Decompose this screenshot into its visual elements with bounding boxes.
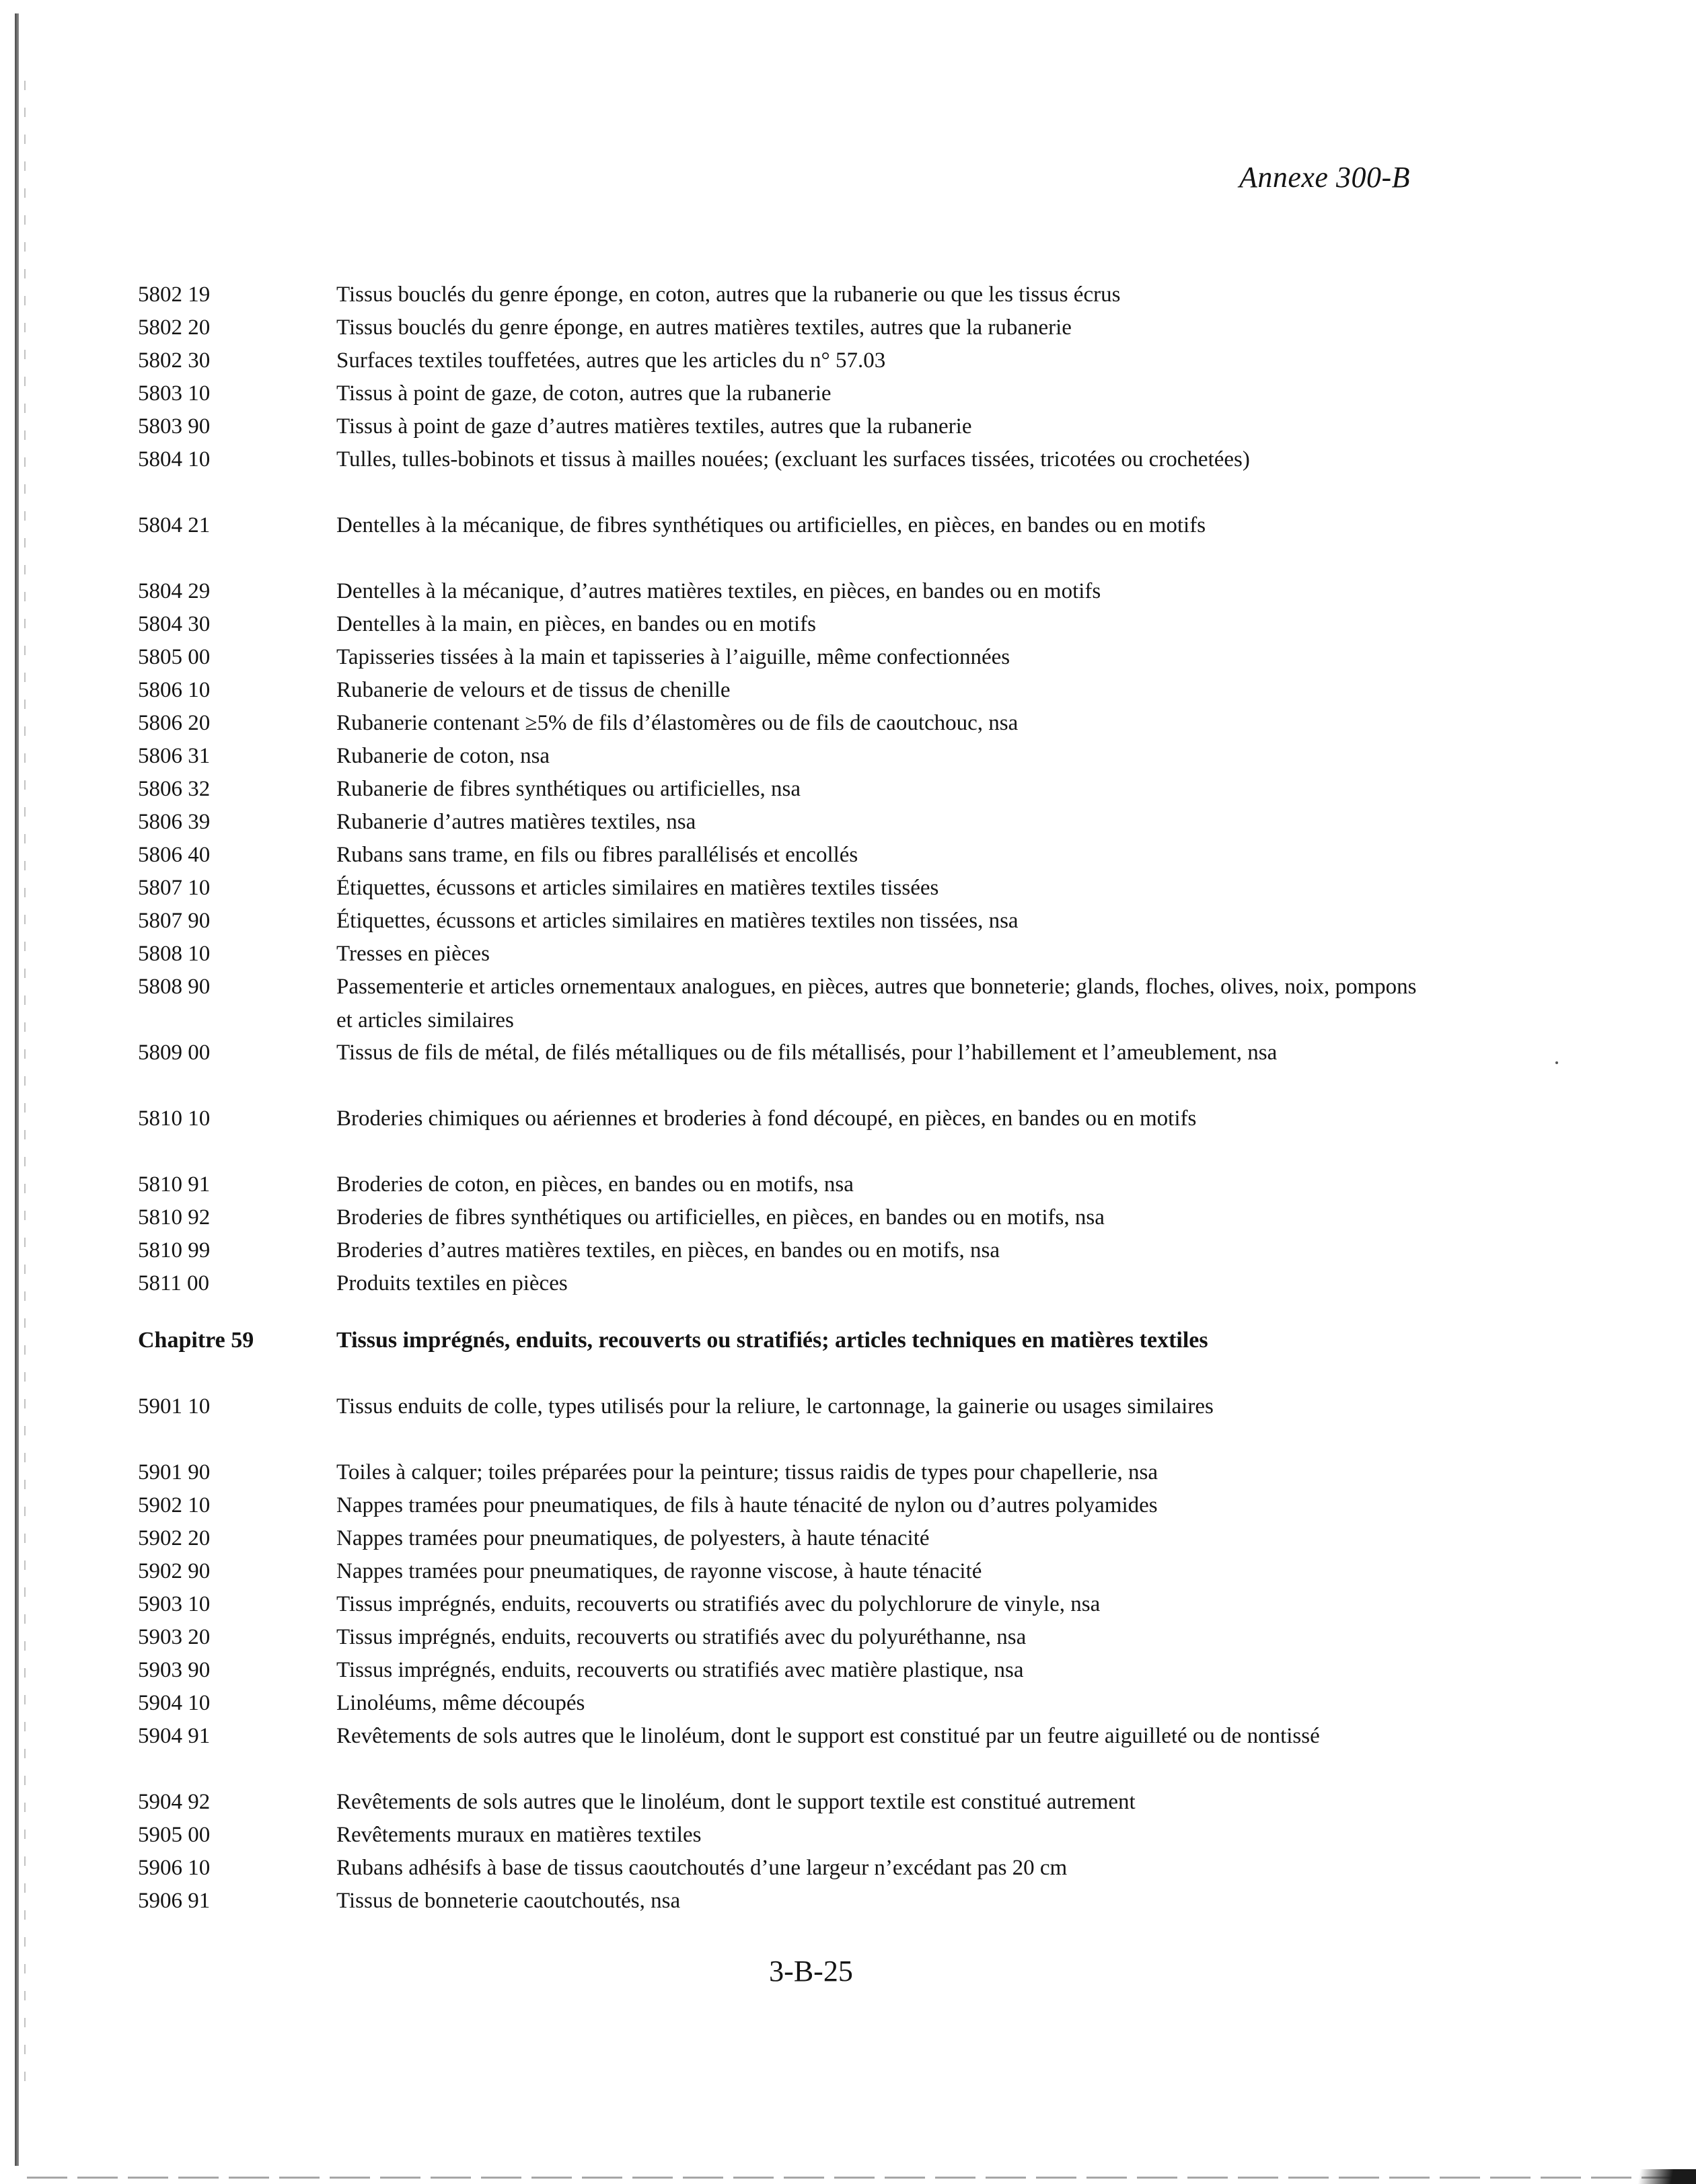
tariff-description: Rubanerie contenant ≥5% de fils d’élastomères ou de fils de caoutchouc, nsa bbox=[336, 711, 1019, 735]
tariff-description: Passementerie et articles ornementaux analogues, en pièces, autres que bonneterie; glands, floches, olives, noix, pompons et articles similaires bbox=[336, 975, 1417, 1032]
chapter-label: Chapitre 59 bbox=[138, 1328, 254, 1353]
tariff-code: 5809 00 bbox=[138, 1041, 211, 1065]
tariff-description: Dentelles à la mécanique, d’autres matières textiles, en pièces, en bandes ou en motifs bbox=[336, 579, 1101, 603]
tariff-description: Produits textiles en pièces bbox=[336, 1271, 568, 1295]
tariff-code: 5906 91 bbox=[138, 1889, 211, 1913]
tariff-description: Tissus de bonneterie caoutchoutés, nsa bbox=[336, 1889, 681, 1913]
tariff-code: 5802 19 bbox=[138, 283, 211, 307]
tariff-code: 5806 32 bbox=[138, 777, 211, 801]
tariff-code: 5808 10 bbox=[138, 942, 211, 966]
tariff-code: 5906 10 bbox=[138, 1856, 211, 1880]
tariff-description: Revêtements de sols autres que le linoléum, dont le support est constitué par un feutre aiguilleté ou de nontissé bbox=[336, 1724, 1320, 1748]
tariff-description: Rubanerie d’autres matières textiles, nsa bbox=[336, 810, 696, 834]
tariff-description: Rubanerie de coton, nsa bbox=[336, 744, 550, 768]
tariff-description: Tapisseries tissées à la main et tapisseries à l’aiguille, même confectionnées bbox=[336, 645, 1010, 669]
tariff-code: 5904 10 bbox=[138, 1691, 211, 1715]
scan-speck bbox=[1555, 1061, 1558, 1064]
tariff-code: 5808 90 bbox=[138, 975, 211, 999]
tariff-description: Tissus à point de gaze, de coton, autres que la rubanerie bbox=[336, 381, 832, 406]
tariff-description: Tresses en pièces bbox=[336, 942, 490, 966]
tariff-description: Dentelles à la main, en pièces, en bandes ou en motifs bbox=[336, 612, 816, 636]
scan-edge-dashes bbox=[24, 81, 26, 2099]
tariff-description: Rubans adhésifs à base de tissus caoutchoutés d’une largeur n’excédant pas 20 cm bbox=[336, 1856, 1068, 1880]
tariff-code: 5902 90 bbox=[138, 1559, 211, 1583]
tariff-description: Tissus enduits de colle, types utilisés pour la reliure, le cartonnage, la gainerie ou usages similaires bbox=[336, 1394, 1214, 1419]
tariff-code: 5901 90 bbox=[138, 1460, 211, 1484]
tariff-description: Toiles à calquer; toiles préparées pour la peinture; tissus raidis de types pour chapellerie, nsa bbox=[336, 1460, 1158, 1484]
tariff-code: 5810 99 bbox=[138, 1238, 211, 1263]
tariff-description: Tissus de fils de métal, de filés métalliques ou de fils métallisés, pour l’habillement et l’ameublement, nsa bbox=[336, 1041, 1278, 1065]
tariff-description: Rubanerie de velours et de tissus de chenille bbox=[336, 678, 731, 702]
tariff-description: Tissus imprégnés, enduits, recouverts ou stratifiés avec du polychlorure de vinyle, nsa bbox=[336, 1592, 1101, 1616]
tariff-code: 5805 00 bbox=[138, 645, 211, 669]
tariff-description: Tissus imprégnés, enduits, recouverts ou stratifiés avec du polyuréthanne, nsa bbox=[336, 1625, 1027, 1649]
tariff-code: 5804 21 bbox=[138, 513, 211, 537]
tariff-description: Nappes tramées pour pneumatiques, de polyesters, à haute ténacité bbox=[336, 1526, 930, 1550]
tariff-description: Broderies de fibres synthétiques ou artificielles, en pièces, en bandes ou en motifs, nsa bbox=[336, 1205, 1105, 1230]
tariff-description: Tulles, tulles-bobinots et tissus à mailles nouées; (excluant les surfaces tissées, tricotées ou crochetées) bbox=[336, 447, 1250, 472]
tariff-code: 5803 10 bbox=[138, 381, 211, 406]
tariff-description: Revêtements muraux en matières textiles bbox=[336, 1823, 702, 1847]
tariff-description: Tissus imprégnés, enduits, recouverts ou stratifiés avec matière plastique, nsa bbox=[336, 1658, 1024, 1682]
tariff-description: Broderies de coton, en pièces, en bandes ou en motifs, nsa bbox=[336, 1172, 854, 1197]
page-number: 3-B-25 bbox=[769, 1955, 853, 1988]
tariff-code: 5807 90 bbox=[138, 909, 211, 933]
tariff-description: Nappes tramées pour pneumatiques, de fils à haute ténacité de nylon ou d’autres polyamides bbox=[336, 1493, 1158, 1517]
tariff-code: 5806 39 bbox=[138, 810, 211, 834]
scan-corner-mark bbox=[1615, 2169, 1696, 2184]
annex-header: Annexe 300-B bbox=[1239, 161, 1410, 194]
tariff-code: 5806 40 bbox=[138, 843, 211, 867]
scan-edge-bottom bbox=[27, 2177, 1695, 2179]
tariff-code: 5807 10 bbox=[138, 876, 211, 900]
tariff-description: Tissus à point de gaze d’autres matières textiles, autres que la rubanerie bbox=[336, 414, 972, 439]
tariff-description: Broderies d’autres matières textiles, en pièces, en bandes ou en motifs, nsa bbox=[336, 1238, 1000, 1263]
tariff-code: 5811 00 bbox=[138, 1271, 210, 1295]
tariff-code: 5802 30 bbox=[138, 348, 211, 373]
tariff-code: 5806 20 bbox=[138, 711, 211, 735]
tariff-code: 5902 10 bbox=[138, 1493, 211, 1517]
scan-edge-left bbox=[15, 13, 19, 2166]
tariff-description: Rubanerie de fibres synthétiques ou artificielles, nsa bbox=[336, 777, 801, 801]
tariff-code: 5802 20 bbox=[138, 315, 211, 340]
tariff-code: 5902 20 bbox=[138, 1526, 211, 1550]
tariff-description: Dentelles à la mécanique, de fibres synthétiques ou artificielles, en pièces, en bandes ou en motifs bbox=[336, 513, 1206, 537]
tariff-code: 5804 10 bbox=[138, 447, 211, 472]
tariff-code: 5903 10 bbox=[138, 1592, 211, 1616]
tariff-description: Rubans sans trame, en fils ou fibres parallélisés et encollés bbox=[336, 843, 858, 867]
tariff-code: 5904 91 bbox=[138, 1724, 211, 1748]
tariff-description: Tissus bouclés du genre éponge, en coton, autres que la rubanerie ou que les tissus écrus bbox=[336, 283, 1121, 307]
tariff-code: 5804 29 bbox=[138, 579, 211, 603]
tariff-code: 5905 00 bbox=[138, 1823, 211, 1847]
tariff-code: 5903 90 bbox=[138, 1658, 211, 1682]
tariff-code: 5810 92 bbox=[138, 1205, 211, 1230]
tariff-code: 5810 91 bbox=[138, 1172, 211, 1197]
tariff-code: 5803 90 bbox=[138, 414, 211, 439]
tariff-code: 5903 20 bbox=[138, 1625, 211, 1649]
tariff-description: Surfaces textiles touffetées, autres que les articles du n° 57.03 bbox=[336, 348, 886, 373]
tariff-code: 5806 10 bbox=[138, 678, 211, 702]
tariff-code: 5901 10 bbox=[138, 1394, 211, 1419]
tariff-description: Linoléums, même découpés bbox=[336, 1691, 585, 1715]
tariff-description: Revêtements de sols autres que le linoléum, dont le support textile est constitué autrement bbox=[336, 1790, 1136, 1814]
tariff-description: Broderies chimiques ou aériennes et broderies à fond découpé, en pièces, en bandes ou en motifs bbox=[336, 1106, 1197, 1131]
tariff-code: 5810 10 bbox=[138, 1106, 211, 1131]
tariff-code: 5904 92 bbox=[138, 1790, 211, 1814]
tariff-code: 5806 31 bbox=[138, 744, 211, 768]
tariff-description: Tissus bouclés du genre éponge, en autres matières textiles, autres que la rubanerie bbox=[336, 315, 1072, 340]
tariff-description: Étiquettes, écussons et articles similaires en matières textiles non tissées, nsa bbox=[336, 909, 1019, 933]
tariff-code: 5804 30 bbox=[138, 612, 211, 636]
tariff-description: Nappes tramées pour pneumatiques, de rayonne viscose, à haute ténacité bbox=[336, 1559, 982, 1583]
tariff-description: Étiquettes, écussons et articles similaires en matières textiles tissées bbox=[336, 876, 939, 900]
chapter-title: Tissus imprégnés, enduits, recouverts ou stratifiés; articles techniques en matières textiles bbox=[336, 1328, 1208, 1353]
